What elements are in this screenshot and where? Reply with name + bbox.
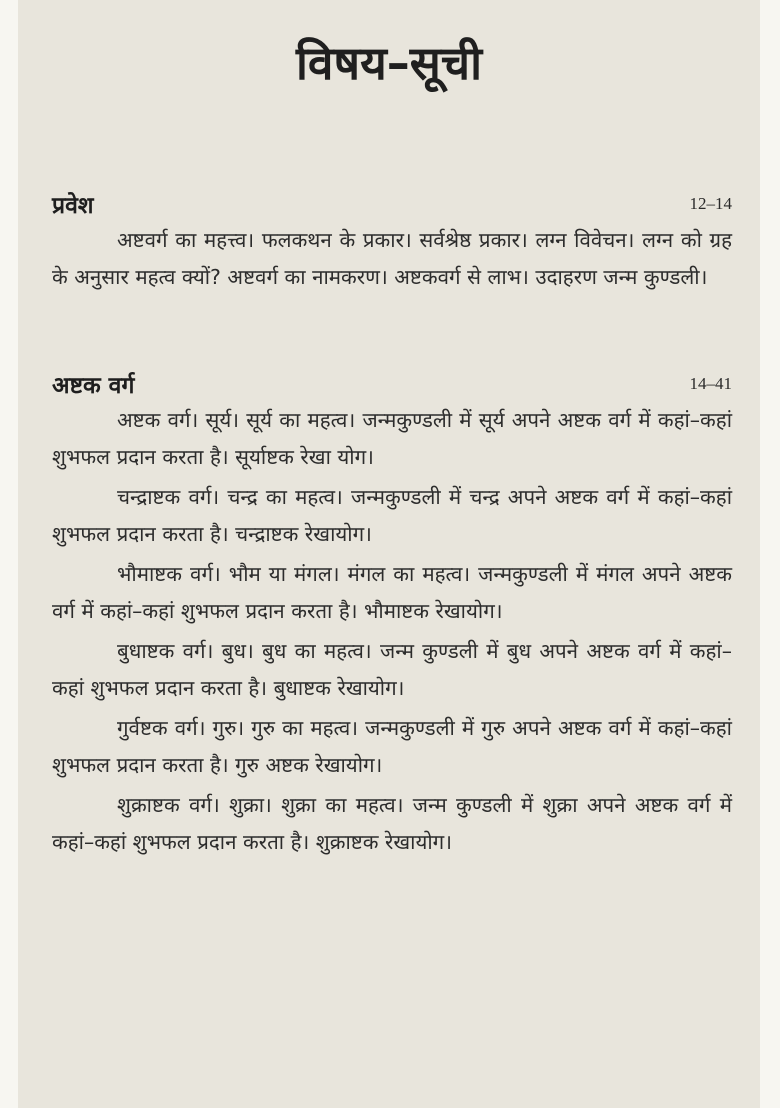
section-description: अष्टवर्ग का महत्त्व। फलकथन के प्रकार। सर्वश्रेष्ठ प्रकार। लग्न विवेचन। लग्न को ग्रह के अनुसार महत्व क्यों? अष्टवर्ग का नामकरण। अष्टकवर्ग से लाभ। उदाहरण जन्म कुण्डली। xyxy=(52,228,732,289)
section-title: अष्टक वर्ग xyxy=(52,373,135,399)
section-header xyxy=(52,188,732,222)
paragraph-shukra: शुक्राष्टक वर्ग। शुक्रा। शुक्रा का महत्व। जन्म कुण्डली में शुक्रा अपने अष्टक वर्ग में कहां–कहां शुभफल प्रदान करता है। शुक्राष्टक रेखायोग। xyxy=(52,793,732,854)
section-page-range: 12–14 xyxy=(689,194,732,213)
paragraph-chandra: चन्द्राष्टक वर्ग। चन्द्र का महत्व। जन्मकुण्डली में चन्द्र अपने अष्टक वर्ग में कहां–कहां शुभफल प्रदान करता है। चन्द्राष्टक रेखायोग। xyxy=(52,485,732,546)
toc-section-pravesh xyxy=(52,188,732,299)
paragraph-guru: गुर्वष्टक वर्ग। गुरु। गुरु का महत्व। जन्मकुण्डली में गुरु अपने अष्टक वर्ग में कहां–कहां शुभफल प्रदान करता है। गुरु अष्टक रेखायोग। xyxy=(52,716,732,777)
paragraph-budha: बुधाष्टक वर्ग। बुध। बुध का महत्व। जन्म कुण्डली में बुध अपने अष्टक वर्ग में कहां–कहां शुभफल प्रदान करता है। बुधाष्टक रेखायोग। xyxy=(52,639,732,700)
paragraph-bhauma: भौमाष्टक वर्ग। भौम या मंगल। मंगल का महत्व। जन्मकुण्डली में मंगल अपने अष्टक वर्ग में कहां–कहां शुभफल प्रदान करता है। भौमाष्टक रेखायोग। xyxy=(52,562,732,623)
paragraph-surya: अष्टक वर्ग। सूर्य। सूर्य का महत्व। जन्मकुण्डली में सूर्य अपने अष्टक वर्ग में कहां–कहां शुभफल प्रदान करता है। सूर्याष्टक रेखा योग। xyxy=(52,408,732,469)
section-header xyxy=(52,368,732,402)
page-title: विषय–सूची xyxy=(296,36,482,90)
section-page-range: 14–41 xyxy=(689,374,732,393)
section-title: प्रवेश xyxy=(52,193,94,219)
toc-section-ashtak-varg xyxy=(52,368,732,864)
